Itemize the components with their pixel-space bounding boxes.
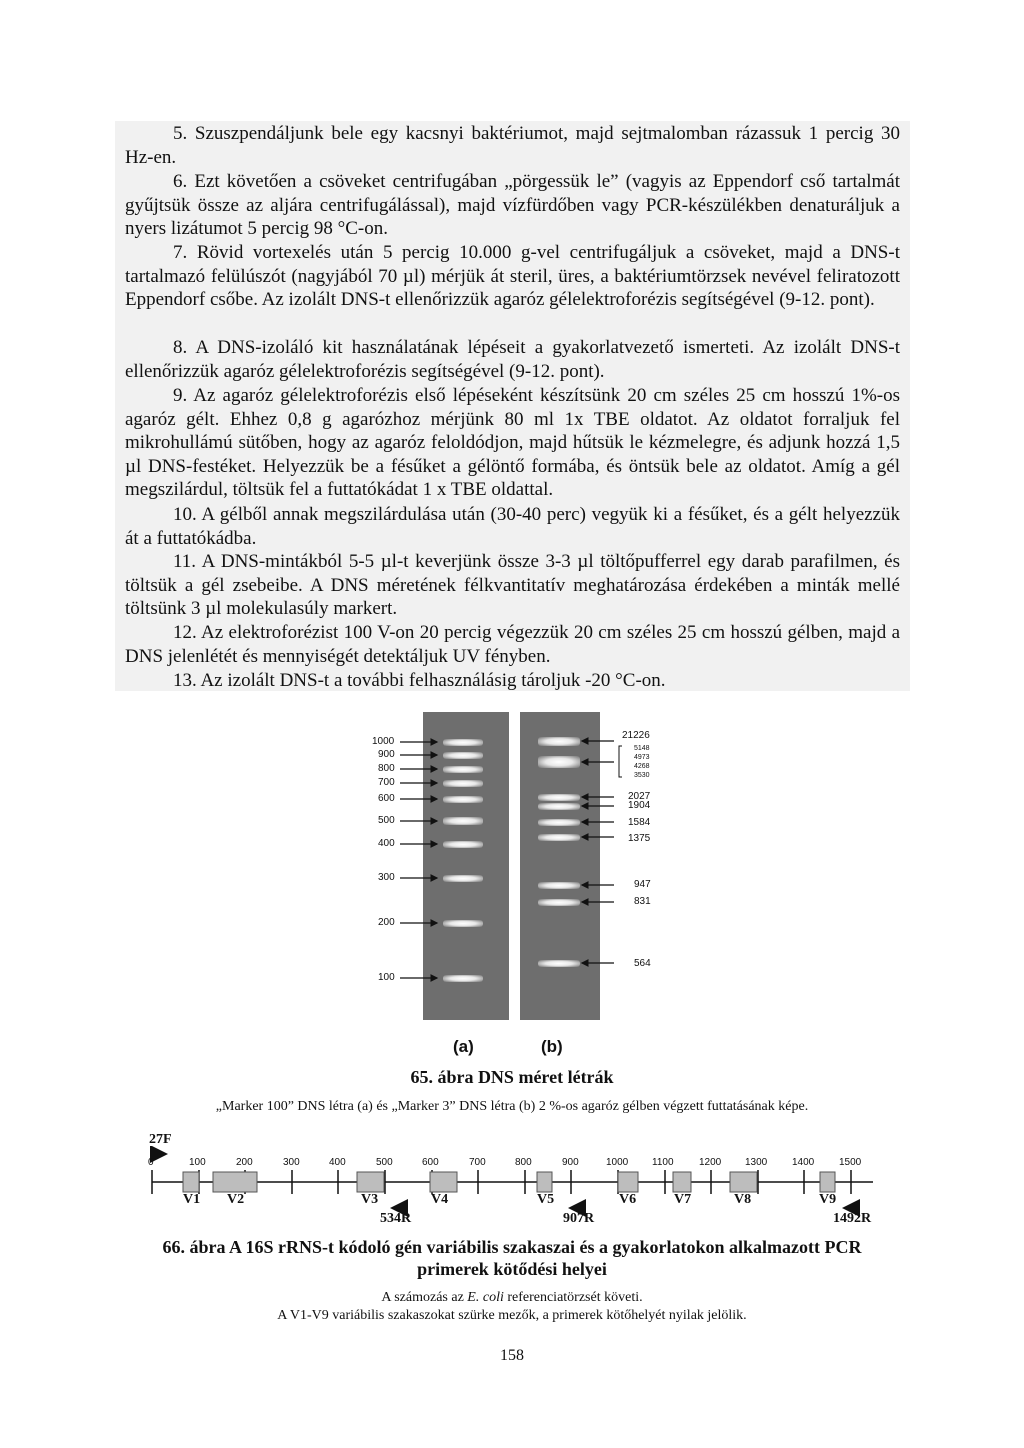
primer-534r-label: 534R bbox=[380, 1211, 412, 1226]
scale-label: 100 bbox=[189, 1157, 206, 1168]
paragraph-8: 8. A DNS-izoláló kit használatának lépéseit a gyakorlatvezető ismerteti. Az izolált DNS-t ellenőrizzük agaróz gélelektroforézis segítségével (9-12. pont). bbox=[125, 337, 900, 382]
ladder-b-label: 564 bbox=[634, 958, 651, 969]
primer-1492r-label: 1492R bbox=[833, 1211, 872, 1226]
band-a-200 bbox=[443, 920, 483, 927]
region-label: V5 bbox=[537, 1192, 555, 1207]
panel-b-label: (b) bbox=[541, 1037, 563, 1056]
ladder-a-label: 500 bbox=[378, 815, 395, 826]
paragraph-9: 9. Az agaróz gélelektroforézis első lépéseként készítsünk 20 cm széles 25 cm hosszú 1%-os agaróz gélt. Ehhez 0,8 g agarózhoz mérjünk 80 ml 1x TBE oldatot. Az oldatot forraljuk fel mikrohullámú sütőben, hogy az agaróz feloldódjon, majd hűtsük le kézmelegre, és adjunk hozzá 1,5 µl DNS-festéket. Helyezzük be a fésűket a gélöntő formába, és öntsük bele az oldatot. Amíg a gél megszilárdul, töltsük fel a futtatókádat 1 x TBE oldattal. bbox=[125, 385, 900, 501]
ladder-b-label: 4973 bbox=[634, 754, 650, 761]
ladder-b-label: 1584 bbox=[628, 817, 651, 828]
region-label: V6 bbox=[619, 1192, 637, 1207]
band-a-700 bbox=[443, 780, 483, 787]
panel-a-label: (a) bbox=[453, 1037, 474, 1056]
band-b-2027 bbox=[538, 794, 580, 801]
band-a-500 bbox=[443, 817, 483, 825]
band-b-5148 bbox=[538, 756, 580, 768]
scale-label: 800 bbox=[515, 1157, 532, 1168]
paragraph-10: 10. A gélből annak megszilárdulása után (30-40 perc) vegyük ki a fésűket, és a gélt helyezzük át a futtatókádba. bbox=[125, 504, 900, 549]
band-a-300 bbox=[443, 875, 483, 882]
band-a-600 bbox=[443, 796, 483, 803]
paragraph-11: 11. A DNS-mintákból 5-5 µl-t keverjünk össze 3-3 µl töltőpufferrel egy darab parafilmen, és töltsük a gél zsebeibe. A DNS méretének félkvantitatív meghatározása érdekében a minták mellé töltsünk 3 µl molekulasúly markert. bbox=[125, 551, 900, 620]
ladder-b-label: 947 bbox=[634, 879, 651, 890]
ladder-b-arrows bbox=[578, 730, 628, 980]
band-b-1904 bbox=[538, 803, 580, 810]
band-a-800 bbox=[443, 766, 483, 773]
ladder-b-label: 2027 bbox=[628, 791, 651, 802]
ladder-a-label: 800 bbox=[378, 763, 395, 774]
ladder-b-label: 5148 bbox=[634, 745, 650, 752]
scale-label: 500 bbox=[376, 1157, 393, 1168]
figure-66-title-line2: primerek kötődési helyei bbox=[417, 1259, 607, 1279]
ladder-a-label: 300 bbox=[378, 872, 395, 883]
region-label: V9 bbox=[819, 1192, 837, 1207]
ladder-a-label: 700 bbox=[378, 777, 395, 788]
figure-66-note1: A számozás az E. coli referenciatörzsét követi. bbox=[381, 1290, 643, 1305]
band-b-21226 bbox=[538, 737, 580, 746]
scale-label: 900 bbox=[562, 1157, 579, 1168]
paragraph-13: 13. Az izolált DNS-t a további felhasználásig tároljuk -20 °C-on. bbox=[173, 670, 666, 691]
ladder-a-label: 1000 bbox=[372, 736, 395, 747]
ladder-b-label: 1904 bbox=[628, 800, 651, 811]
scale-label: 200 bbox=[236, 1157, 253, 1168]
scale-label: 1100 bbox=[652, 1157, 674, 1168]
primer-907r-label: 907R bbox=[563, 1211, 595, 1226]
region-label: V8 bbox=[734, 1192, 752, 1207]
scale-label: 1500 bbox=[839, 1157, 862, 1168]
band-b-564 bbox=[538, 960, 580, 967]
paragraph-6: 6. Ezt követően a csöveket centrifugában „pörgessük le” (vagyis az Eppendorf cső tartalmát gyűjtsük össze az aljára centrifugálással), majd vízfürdőben vagy PCR-készülékben denaturáljuk a nyers lizátumot 5 percig 98 °C-on. bbox=[125, 171, 900, 240]
scale-label: 600 bbox=[422, 1157, 439, 1168]
paragraph-12: 12. Az elektroforézist 100 V-on 20 percig végezzük 20 cm széles 25 cm hosszú gélben, majd a DNS jelenlétét és mennyiségét detektáljuk UV fényben. bbox=[125, 622, 900, 667]
ladder-a-label: 400 bbox=[378, 838, 395, 849]
ladder-b-label: 3530 bbox=[634, 772, 650, 779]
band-a-900 bbox=[443, 752, 483, 759]
scale-label: 1300 bbox=[745, 1157, 768, 1168]
ladder-b-label: 1375 bbox=[628, 833, 651, 844]
scale-label: 0 bbox=[148, 1157, 154, 1168]
band-a-400 bbox=[443, 841, 483, 848]
region-label: V3 bbox=[361, 1192, 379, 1207]
ladder-a-label: 200 bbox=[378, 917, 395, 928]
ladder-b-label: 21226 bbox=[622, 730, 650, 741]
scale-label: 300 bbox=[283, 1157, 300, 1168]
paragraph-5: 5. Szuszpendáljunk bele egy kacsnyi baktériumot, majd sejtmalomban rázassuk 1 percig 30 Hz-en. bbox=[125, 123, 900, 168]
figure-65-title: 65. ábra DNS méret létrák bbox=[410, 1067, 614, 1087]
band-b-947 bbox=[538, 882, 580, 889]
primer-27f-label: 27F bbox=[149, 1132, 172, 1147]
region-label: V1 bbox=[183, 1192, 201, 1207]
band-b-831 bbox=[538, 899, 580, 906]
ladder-a-label: 900 bbox=[378, 749, 395, 760]
band-b-1584 bbox=[538, 819, 580, 826]
page-number: 158 bbox=[500, 1347, 524, 1364]
region-label: V4 bbox=[431, 1192, 449, 1207]
scale-label: 1200 bbox=[699, 1157, 722, 1168]
band-a-1000 bbox=[443, 739, 483, 746]
ladder-a-label: 600 bbox=[378, 793, 395, 804]
figure-66-note2: A V1-V9 variábilis szakaszokat szürke mezők, a primerek kötőhelyét nyilak jelölik. bbox=[277, 1308, 747, 1323]
band-b-1375 bbox=[538, 834, 580, 841]
ladder-b-label: 4268 bbox=[634, 763, 650, 770]
region-label: V7 bbox=[674, 1192, 692, 1207]
scale-label: 1400 bbox=[792, 1157, 815, 1168]
region-label: V2 bbox=[227, 1192, 245, 1207]
scale-label: 400 bbox=[329, 1157, 346, 1168]
band-a-100 bbox=[443, 975, 483, 982]
scale-label: 700 bbox=[469, 1157, 486, 1168]
figure-66-title-line1: 66. ábra A 16S rRNS-t kódoló gén variábilis szakaszai és a gyakorlatokon alkalmazott PCR bbox=[162, 1237, 862, 1257]
paragraph-7: 7. Rövid vortexelés után 5 percig 10.000 g-vel centrifugáljuk a csöveket, majd a DNS-t tartalmazó felülúszót (nagyjából 70 µl) mérjük át steril, üres, a baktériumtörzsek nevével feliratozott Eppendorf csőbe. Az izolált DNS-t ellenőrizzük agaróz gélelektroforézis segítségével (9-12. pont). bbox=[125, 242, 900, 311]
ladder-a-label: 100 bbox=[378, 972, 395, 983]
scale-label: 1000 bbox=[606, 1157, 629, 1168]
ladder-b-label: 831 bbox=[634, 896, 651, 907]
ladder-a-arrows bbox=[395, 730, 445, 990]
figure-65-subtitle: „Marker 100” DNS létra (a) és „Marker 3” DNS létra (b) 2 %-os agaróz gélben végzett futtatásának képe. bbox=[215, 1099, 809, 1114]
